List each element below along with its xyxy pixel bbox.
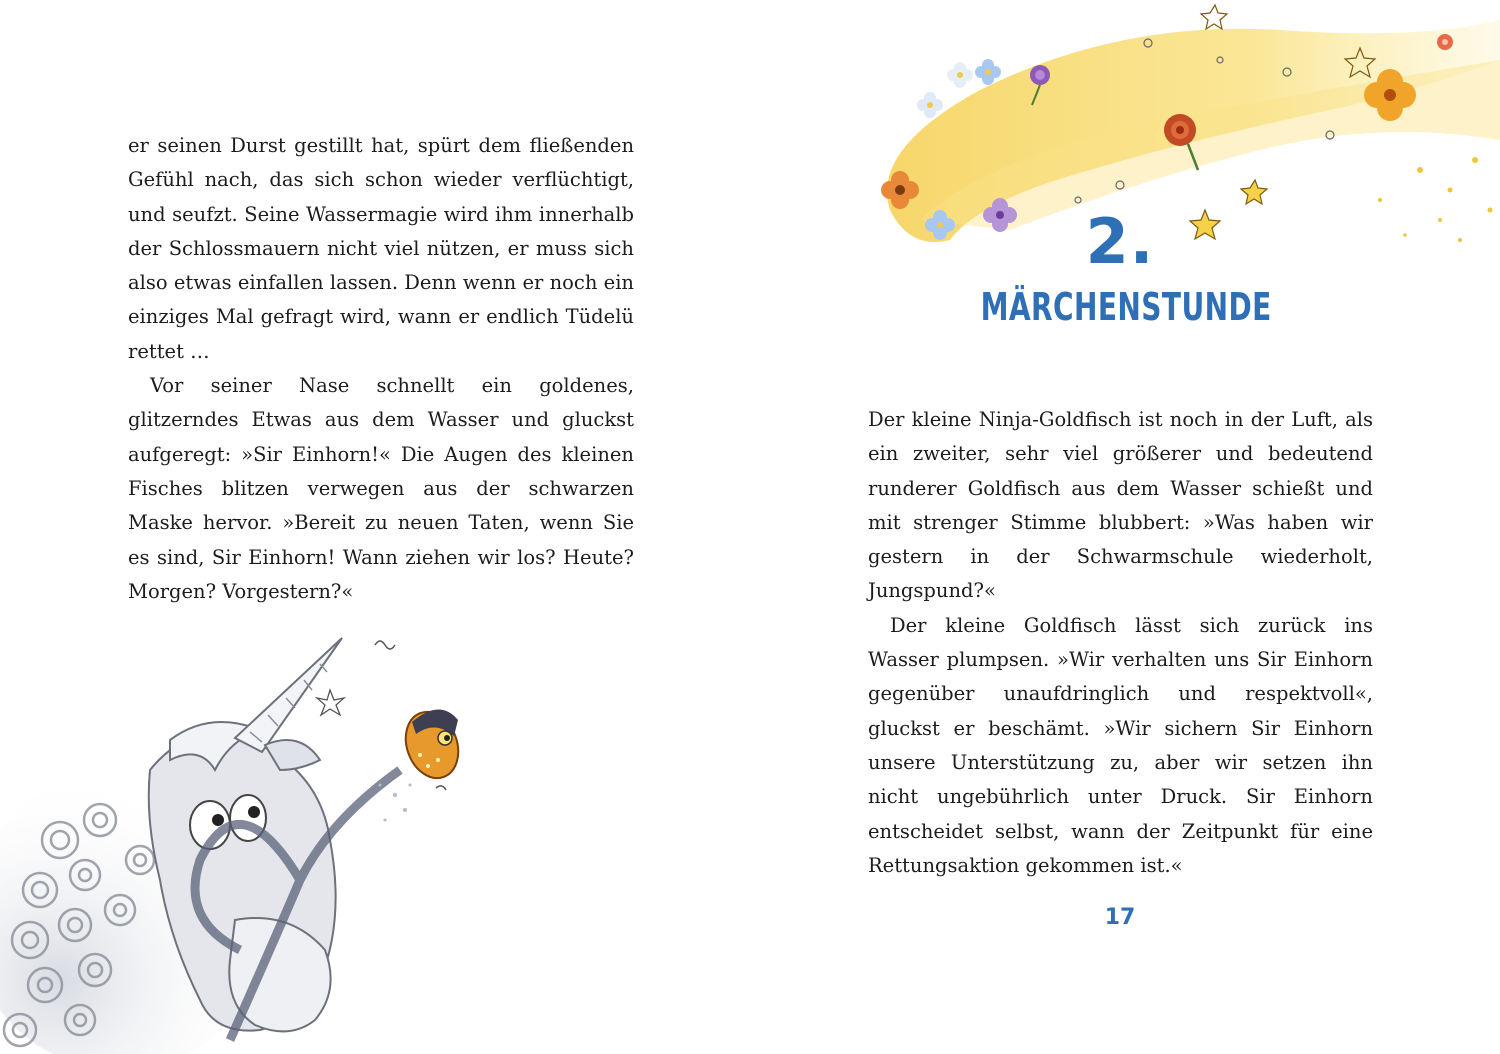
paragraph: er seinen Durst gestillt hat, spürt dem fließenden Gefühl nach, das sich schon wieder verflüchtigt, und seufzt. Seine Wassermagie wird ihm innerhalb der Schlossmauern nicht viel nützen, er muss sich also etwas einfallen lassen. Denn wenn er noch ein einziges Mal gefragt wird, wann er endlich Tüdelü rettet … [128, 134, 634, 363]
paragraph: Vor seiner Nase schnellt ein goldenes, glitzerndes Etwas aus dem Wasser und gluckst aufgeregt: »Sir Einhorn!« Die Augen des kleinen Fisches blitzen verwegen aus der schwarzen Maske hervor. »Bereit zu neuen Taten, wenn Sie es sind, Sir Einhorn! Wann ziehen wir los? Heute? Morgen? Vorgestern?« [128, 374, 634, 603]
chapter-title: MÄRCHENSTUNDE [980, 285, 1272, 329]
right-page [750, 0, 1500, 1054]
right-page-text [868, 403, 1373, 883]
left-page-text [128, 129, 634, 609]
chapter-number: 2. [1085, 205, 1155, 278]
unicorn-illustration [0, 620, 750, 1054]
paragraph: Der kleine Ninja-Goldfisch ist noch in der Luft, als ein zweiter, sehr viel größerer und bedeutend runderer Goldfisch aus dem Wasser schießt und mit strenger Stimme blubbert: »Was haben wir gestern in der Schwarmschule wiederholt, Jungspund?« [868, 408, 1373, 603]
paragraph: Der kleine Goldfisch lässt sich zurück ins Wasser plumpsen. »Wir verhalten uns Sir Einhorn gegenüber unaufdringlich und respektvoll«, gluckst er beschämt. »Wir sichern Sir Einhorn unsere Unterstützung zu, aber wir setzen ihn nicht ungebührlich unter Druck. Sir Einhorn entscheidet selbst, wann der Zeitpunkt für eine Rettungsaktion gekommen ist.« [868, 613, 1373, 877]
page-number: 17 [1104, 905, 1136, 930]
goldfish-icon [397, 704, 467, 785]
